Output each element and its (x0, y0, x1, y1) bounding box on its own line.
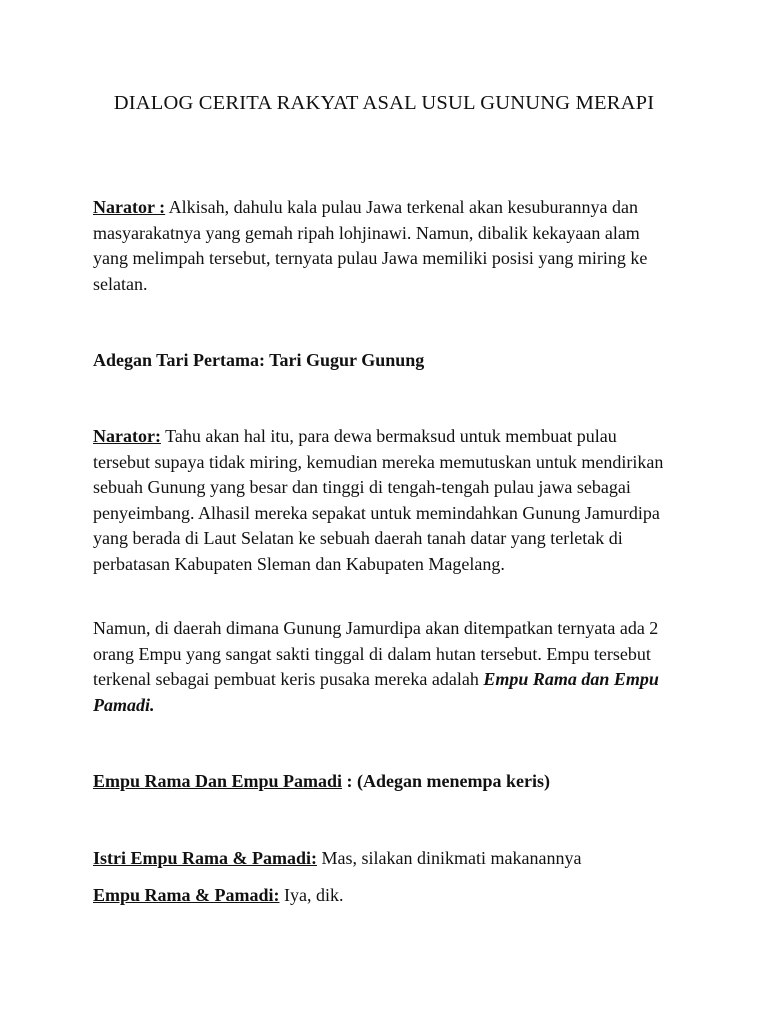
narration-paragraph-3 (93, 616, 678, 718)
narrator-label: Narator : (93, 197, 166, 217)
scene-heading-forging (93, 769, 678, 795)
dialog-line-2 (93, 883, 678, 909)
scene-description: : (Adegan menempa keris) (346, 771, 551, 791)
dialog-text: Iya, dik. (284, 885, 344, 905)
scene-heading-dance: Adegan Tari Pertama: Tari Gugur Gunung (93, 350, 425, 370)
empu-names-emphasis: Empu Rama dan Empu Pamadi. (93, 669, 659, 715)
narration-paragraph-1 (93, 195, 678, 297)
narrator-label: Narator: (93, 426, 161, 446)
scene-characters-label: Empu Rama Dan Empu Pamadi (93, 771, 343, 791)
narration-text: Alkisah, dahulu kala pulau Jawa terkenal akan kesuburannya dan masyarakatnya yang gemah ripah lohjinawi. Namun, dibalik kekayaan alam yang melimpah tersebut, ternyata pulau Jawa memiliki posisi yang miring ke selatan. (93, 197, 648, 294)
narration-text: Tahu akan hal itu, para dewa bermaksud untuk membuat pulau tersebut supaya tidak miring, kemudian mereka memutuskan untuk mendirikan sebuah Gunung yang besar dan tinggi di tengah-tengah pulau jawa sebagai penyeimbang. Alhasil mereka sepakat untuk memindahkan Gunung Jamurdipa yang berada di Laut Selatan ke sebuah daerah tanah datar yang terletak di perbatasan Kabupaten Sleman dan Kabupaten Magelang. (93, 426, 664, 574)
narration-paragraph-2 (93, 424, 678, 577)
speaker-label: Istri Empu Rama & Pamadi: (93, 848, 317, 868)
dialog-line-1 (93, 846, 678, 872)
document-title: DIALOG CERITA RAKYAT ASAL USUL GUNUNG MERAPI (113, 92, 655, 114)
dialog-text: Mas, silakan dinikmati makanannya (321, 848, 582, 868)
narration-text: Namun, di daerah dimana Gunung Jamurdipa akan ditempatkan ternyata ada 2 orang Empu yang sangat sakti tinggal di dalam hutan tersebut. Empu tersebut terkenal sebagai pembuat keris pusaka mereka adalah (93, 618, 659, 689)
speaker-label: Empu Rama & Pamadi: (93, 885, 280, 905)
